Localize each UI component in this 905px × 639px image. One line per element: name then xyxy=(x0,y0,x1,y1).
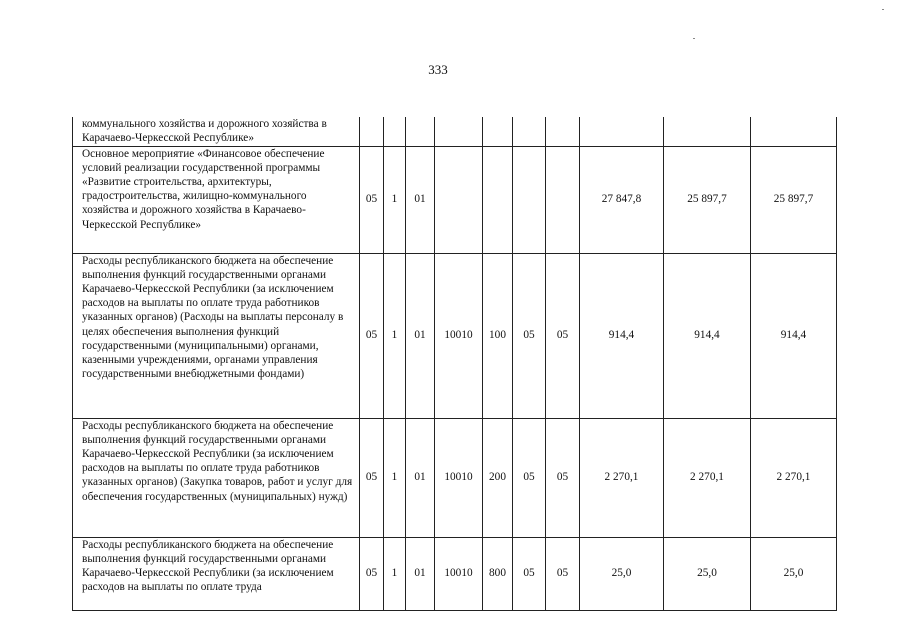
table-body xyxy=(73,117,837,610)
cell-code-7: 05 xyxy=(546,537,580,610)
cell-code-3: 01 xyxy=(406,418,435,537)
cell-code-5 xyxy=(483,146,513,253)
cell-amount-3: 2 270,1 xyxy=(751,418,837,537)
cell-amount-3 xyxy=(751,117,837,146)
table-row xyxy=(73,537,837,610)
table-row xyxy=(73,146,837,253)
budget-table xyxy=(72,117,837,611)
cell-amount-1: 25,0 xyxy=(580,537,664,610)
cell-amount-1: 2 270,1 xyxy=(580,418,664,537)
cell-amount-1 xyxy=(580,117,664,146)
cell-code-4: 10010 xyxy=(435,537,483,610)
cell-amount-3: 25,0 xyxy=(751,537,837,610)
cell-code-3: 01 xyxy=(406,253,435,418)
cell-code-5: 100 xyxy=(483,253,513,418)
cell-amount-3: 25 897,7 xyxy=(751,146,837,253)
cell-amount-2: 2 270,1 xyxy=(664,418,751,537)
table-row xyxy=(73,418,837,537)
cell-amount-2: 25,0 xyxy=(664,537,751,610)
row-description: Расходы республиканского бюджета на обеспечение выполнения функций государственными органами Карачаево-Черкесской Республики (за исключением расходов на выплаты по оплате труда xyxy=(73,537,360,610)
cell-code-4 xyxy=(435,117,483,146)
cell-code-1: 05 xyxy=(360,537,384,610)
cell-amount-1: 27 847,8 xyxy=(580,146,664,253)
cell-code-1 xyxy=(360,117,384,146)
table-row xyxy=(73,117,837,146)
row-description: Расходы республиканского бюджета на обеспечение выполнения функций государственными органами Карачаево-Черкесской Республики (за исключением расходов на выплаты по оплате труда работников указанных органов) (Расходы на выплаты персоналу в целях обеспечения выполнения функций государственными (муниципальными) органами, казенными учреждениями, органами управления государственными внебюджетными фондами) xyxy=(73,253,360,418)
cell-code-2: 1 xyxy=(384,253,406,418)
cell-code-6: 05 xyxy=(513,253,546,418)
cell-amount-2: 914,4 xyxy=(664,253,751,418)
cell-code-4: 10010 xyxy=(435,253,483,418)
row-description: коммунального хозяйства и дорожного хозяйства в Карачаево-Черкесской Республике» xyxy=(73,117,360,146)
cell-code-3 xyxy=(406,117,435,146)
cell-code-1: 05 xyxy=(360,418,384,537)
cell-code-3: 01 xyxy=(406,537,435,610)
cell-code-6: 05 xyxy=(513,537,546,610)
cell-code-6 xyxy=(513,117,546,146)
cell-amount-1: 914,4 xyxy=(580,253,664,418)
cell-code-3: 01 xyxy=(406,146,435,253)
cell-code-1: 05 xyxy=(360,146,384,253)
row-description: Основное мероприятие «Финансовое обеспечение условий реализации государственной программы «Развитие строительства, архитектуры, градостроительства, жилищно-коммунального хозяйства и дорожного хозяйства в Карачаево-Черкесской Республике» xyxy=(73,146,360,253)
cell-code-5: 800 xyxy=(483,537,513,610)
cell-amount-2: 25 897,7 xyxy=(664,146,751,253)
scan-speck xyxy=(882,9,884,10)
cell-code-7 xyxy=(546,117,580,146)
cell-code-2: 1 xyxy=(384,418,406,537)
row-description: Расходы республиканского бюджета на обеспечение выполнения функций государственными органами Карачаево-Черкесской Республики (за исключением расходов на выплаты по оплате труда работников указанных органов) (Закупка товаров, работ и услуг для обеспечения государственных (муниципальных) нужд) xyxy=(73,418,360,537)
cell-code-2: 1 xyxy=(384,146,406,253)
cell-code-7 xyxy=(546,146,580,253)
page-number: 333 xyxy=(428,62,448,77)
cell-code-5 xyxy=(483,117,513,146)
cell-code-2: 1 xyxy=(384,537,406,610)
cell-code-5: 200 xyxy=(483,418,513,537)
cell-amount-3: 914,4 xyxy=(751,253,837,418)
cell-amount-2 xyxy=(664,117,751,146)
cell-code-1: 05 xyxy=(360,253,384,418)
cell-code-6 xyxy=(513,146,546,253)
table-row xyxy=(73,253,837,418)
cell-code-4: 10010 xyxy=(435,418,483,537)
cell-code-7: 05 xyxy=(546,418,580,537)
cell-code-7: 05 xyxy=(546,253,580,418)
cell-code-4 xyxy=(435,146,483,253)
scan-speck xyxy=(693,38,695,39)
cell-code-6: 05 xyxy=(513,418,546,537)
cell-code-2 xyxy=(384,117,406,146)
